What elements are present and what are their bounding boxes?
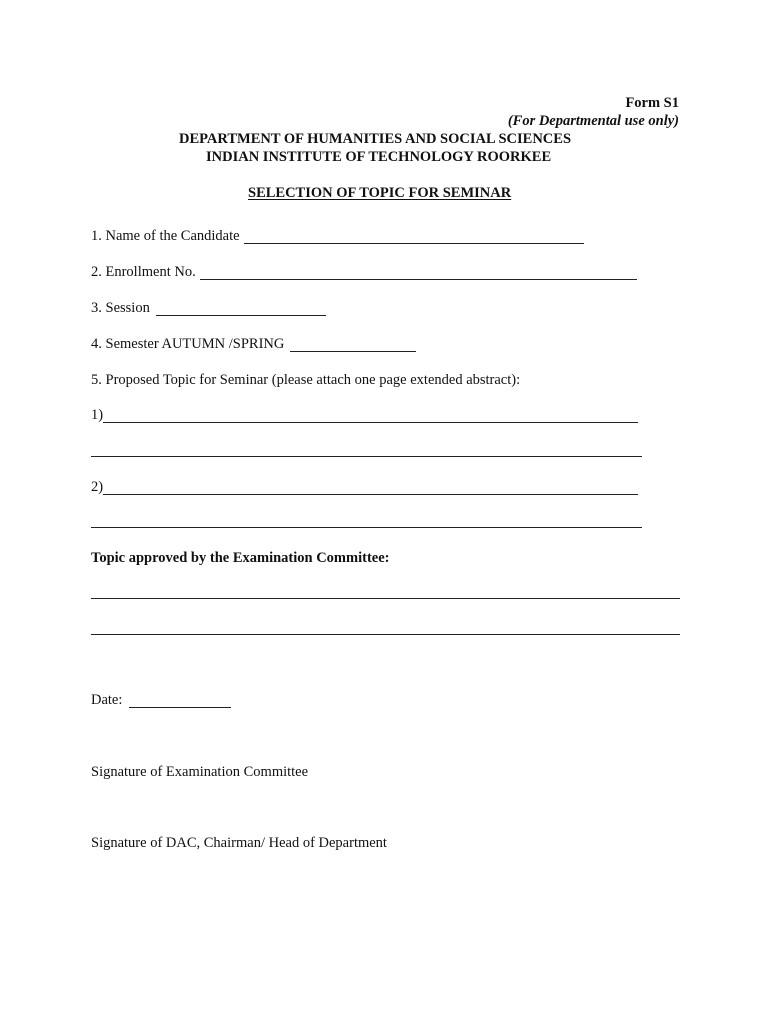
topic-2-label: 2) [91,479,104,495]
candidate-name-input[interactable] [244,231,584,244]
approval-line-1[interactable] [91,598,680,599]
session-input[interactable] [156,303,326,316]
date-label: Date: [91,692,123,708]
institute-name: INDIAN INSTITUTE OF TECHNOLOGY ROORKEE [206,149,552,165]
enrollment-field [91,265,637,280]
form-title: SELECTION OF TOPIC FOR SEMINAR [248,185,512,201]
approval-line-2[interactable] [91,634,680,635]
topic-2-field [91,480,638,495]
approval-heading: Topic approved by the Examination Committee: [91,550,390,566]
topic-1-label: 1) [91,407,104,423]
candidate-name-label: 1. Name of the Candidate [91,228,240,244]
topic-1-field [91,408,638,423]
topic-2-input-line-2[interactable] [91,527,642,528]
date-field [91,693,231,708]
topic-1-input-line-1[interactable] [103,410,638,423]
form-code: Form S1 [625,95,679,111]
candidate-name-field [91,229,584,244]
enrollment-label: 2. Enrollment No. [91,264,196,280]
topic-2-input-line-1[interactable] [103,482,638,495]
proposed-topic-label: 5. Proposed Topic for Seminar (please attach one page extended abstract): [91,372,521,388]
usage-note: (For Departmental use only) [507,113,679,129]
semester-input[interactable] [290,339,416,352]
date-input[interactable] [129,695,231,708]
department-name: DEPARTMENT OF HUMANITIES AND SOCIAL SCIENCES [179,131,572,147]
session-label: 3. Session [91,300,150,316]
exam-committee-signature-label: Signature of Examination Committee [91,764,309,780]
topic-1-input-line-2[interactable] [91,456,642,457]
dac-signature-label: Signature of DAC, Chairman/ Head of Department [91,835,387,851]
session-field [91,301,326,316]
enrollment-input[interactable] [200,267,637,280]
semester-label: 4. Semester AUTUMN /SPRING [91,336,285,352]
semester-field [91,337,416,352]
